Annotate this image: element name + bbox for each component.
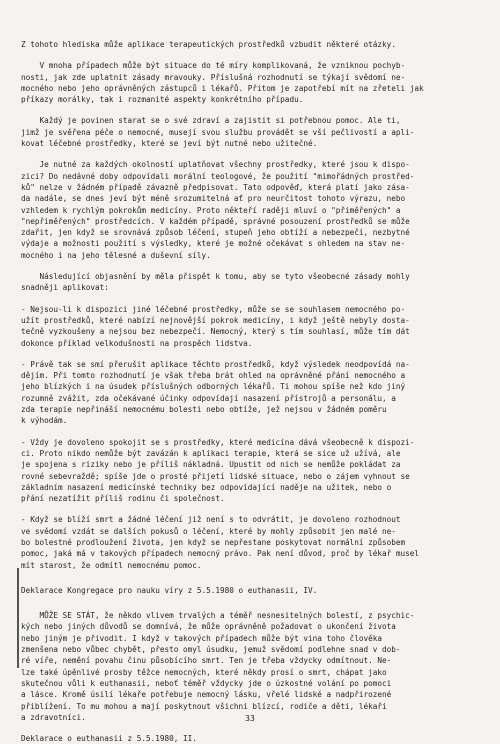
text-line: "nepřiměřených" prostředcích. V každém případě, správné posouzení prostředků se může [21, 216, 410, 226]
text-line: mocného nebo jeho oprávněných zástupců i lékařů. Přitom je zapotřebí mít na zřeteli jak [21, 83, 424, 93]
margin-mark [17, 568, 19, 668]
text-line [21, 39, 472, 50]
bullet-line: - Vždy je dovoleno spokojit se s prostředky, které medicína dává všeobecně k dispozi- [21, 437, 415, 447]
text-line: kých nebo jiných důvodů se domnívá, že může oprávněně požadovat o ukončení života [21, 622, 396, 632]
bullet-line: - Nejsou-li k dispozici jiné léčebné prostředky, může se se souhlasem nemocného po- [21, 304, 406, 314]
text-line: ci. Proto nikdo nemůže být zavázán k aplikaci terapie, která se sice už užívá, ale [21, 448, 401, 458]
text-line: zici? Do nedávné doby odpovídali morální teologové, že použití "mimořádných prostřed- [21, 171, 415, 181]
text-line: a lásce. Kromě úsilí lékaře potřebuje nemocný lásku, vřelé lidské a nadpřirozené [21, 690, 392, 700]
text-line: nebo jiným je přivodit. I když v takových případech může být vina toho člověka [21, 633, 383, 643]
text-line: jimž je svěřena péče o nemocné, musejí svou službu provádět se vší pečlivostí a apli- [21, 127, 415, 137]
text-line: Je nutné za každých okolností uplatňovat všechny prostředky, které jsou k dispo- [21, 160, 410, 170]
citation: Deklarace Kongregace pro nauku víry z 5.5.1980 o euthanasii, IV. [21, 585, 318, 595]
text-line: a zdravotníci. [21, 712, 86, 722]
text-line: snadněji aplikovat: [21, 283, 109, 293]
text-line: Každý je povinen starat se o své zdraví a zajistit si potřebnou pomoc. Ale ti, [21, 116, 401, 126]
text-line: ré víře, nemění povahu činu působícího smrt. Ten je třeba vždycky odmítnout. Ne- [21, 656, 392, 666]
text-line: V mnoha případech může být situace do té míry komplikovaná, že vzniknou pochyb- [21, 61, 406, 71]
bullet-line: - Právě tak se smí přerušit aplikace těchto prostředků, když výsledek neodpovídá na- [21, 359, 410, 369]
text-line: Následující objasnění by měla přispět k tomu, aby se tyto všeobecné zásady mohly [21, 272, 410, 282]
bullet-line: - Když se blíží smrt a žádné léčení již není s to odvrátit, je dovoleno rozhodnout [21, 515, 401, 525]
text-line: dějím. Při tomto rozhodnutí je však třeba brát ohled na oprávněné přání nemocného a [21, 371, 406, 381]
text-line: nosti, jak zde uplatnit zásady mravouky. Příslušná rozhodnutí se týkají svědomí ne- [21, 72, 406, 82]
text-line: da nadále, se dnes jeví být méně srozumitelná ať pro neurčitost tohoto výrazu, nebo [21, 194, 406, 204]
text-line: příkazy morálky, tak i rozmanité aspekty konkrétního případu. [21, 95, 304, 105]
text-line: přiblížení. To mu mohou a mají poskytnout všichni blízcí, rodiče a děti, lékaři [21, 701, 387, 711]
text-line: přání nezatížit příliš rodinu či společnost. [21, 494, 225, 504]
text-line: k výhodám. [21, 416, 68, 426]
text-line: lze také úpěnlivé prosby těžce nemocných, které někdy prosí o smrt, chápat jako [21, 667, 387, 677]
text-line: je spojena s riziky nebo je příliš nákladná. Upustit od nich se nemůže pokládat za [21, 460, 401, 470]
text-line: bo bolestné prodloužení života, jen když se nepřestane poskytovat normální způsobem [21, 537, 406, 547]
page-number: 33 [245, 714, 255, 723]
text-line: tečně vyzkoušeny a nejsou bez nebezpečí. Nemocný, který s tím souhlasí, může tím dát [21, 327, 410, 337]
text-line: mocného i na jeho tělesné a duševní síly. [21, 250, 211, 260]
text-line: rozumně zvážit, zda očekávané účinky odpovídají nasazení přístrojů a personálu, a [21, 393, 396, 403]
text-line: jeho blízkých i na úsudek příslušných odborných lékařů. Ti mohou spíše než kdo jiný [21, 382, 406, 392]
text-line: MŮŽE SE STÁT, že někdo vlivem trvalých a téměř nesnesitelných bolestí, z psychic- [21, 611, 415, 621]
text-line: zdařit, jen když se srovnává způsob léčení, stupeň jeho obtíží a nebezpečí, nezbytné [21, 228, 410, 238]
citation: Deklarace o euthanasii z 5.5.1980, II. [21, 734, 197, 744]
text-line: základním nasazení medicínské techniky bez odpovídající naděje na užitek, nebo o [21, 482, 392, 492]
text-line: ve svědomí vzdát se dalších pokusů o léčení, které by mohly způsobit jen malé ne- [21, 526, 396, 536]
text-line: kovat léčebné prostředky, které se jeví být nutné nebo užitečné. [21, 139, 318, 149]
text-line: dokonce příklad velkodušnosti na prospěch lidstva. [21, 338, 253, 348]
text-line: užít prostředků, které nabízí nejnovější pokrok medicíny, i když ještě nebyly dosta- [21, 315, 410, 325]
text-line: ků" nelze v žádném případě závazně předpisovat. Tato odpověď, která platí jako zása- [21, 182, 410, 192]
text-line: mít starost, že odmítl nemocnému pomoc. [21, 560, 202, 570]
text-line: rovné sebevraždě; spíše jde o prosté přijetí lidské situace, nebo o zájem vyhnout se [21, 471, 410, 481]
text-line: zmenšena nebo vůbec chybět, přesto omyl úsudku, jemuž svědomí podlehne snad v dob- [21, 645, 401, 655]
text-line: pomoc, jaká má v takových případech nemocný právo. Pak není důvod, proč by lékař musel [21, 549, 420, 559]
text-line: zda terapie nepřináší nemocnému bolesti nebo obtíže, jež nejsou v žádném poměru [21, 405, 387, 415]
text-line: výdaje a možnosti použití s výsledky, které je možné očekávat s ohledem na stav ne- [21, 239, 406, 249]
text-line-plain: Z tohoto hlediska může aplikace terapeutických prostředků vzbudit některé otázky. [21, 40, 396, 49]
text-line: vzhledem k rychlým pokrokům medicíny. Proto někteří raději mluví o "přiměřených" a [21, 205, 401, 215]
text-line: skutečnou vůli k euthanasii, neboť téměř vždycky jde o úzkostné volání po pomoci [21, 678, 392, 688]
